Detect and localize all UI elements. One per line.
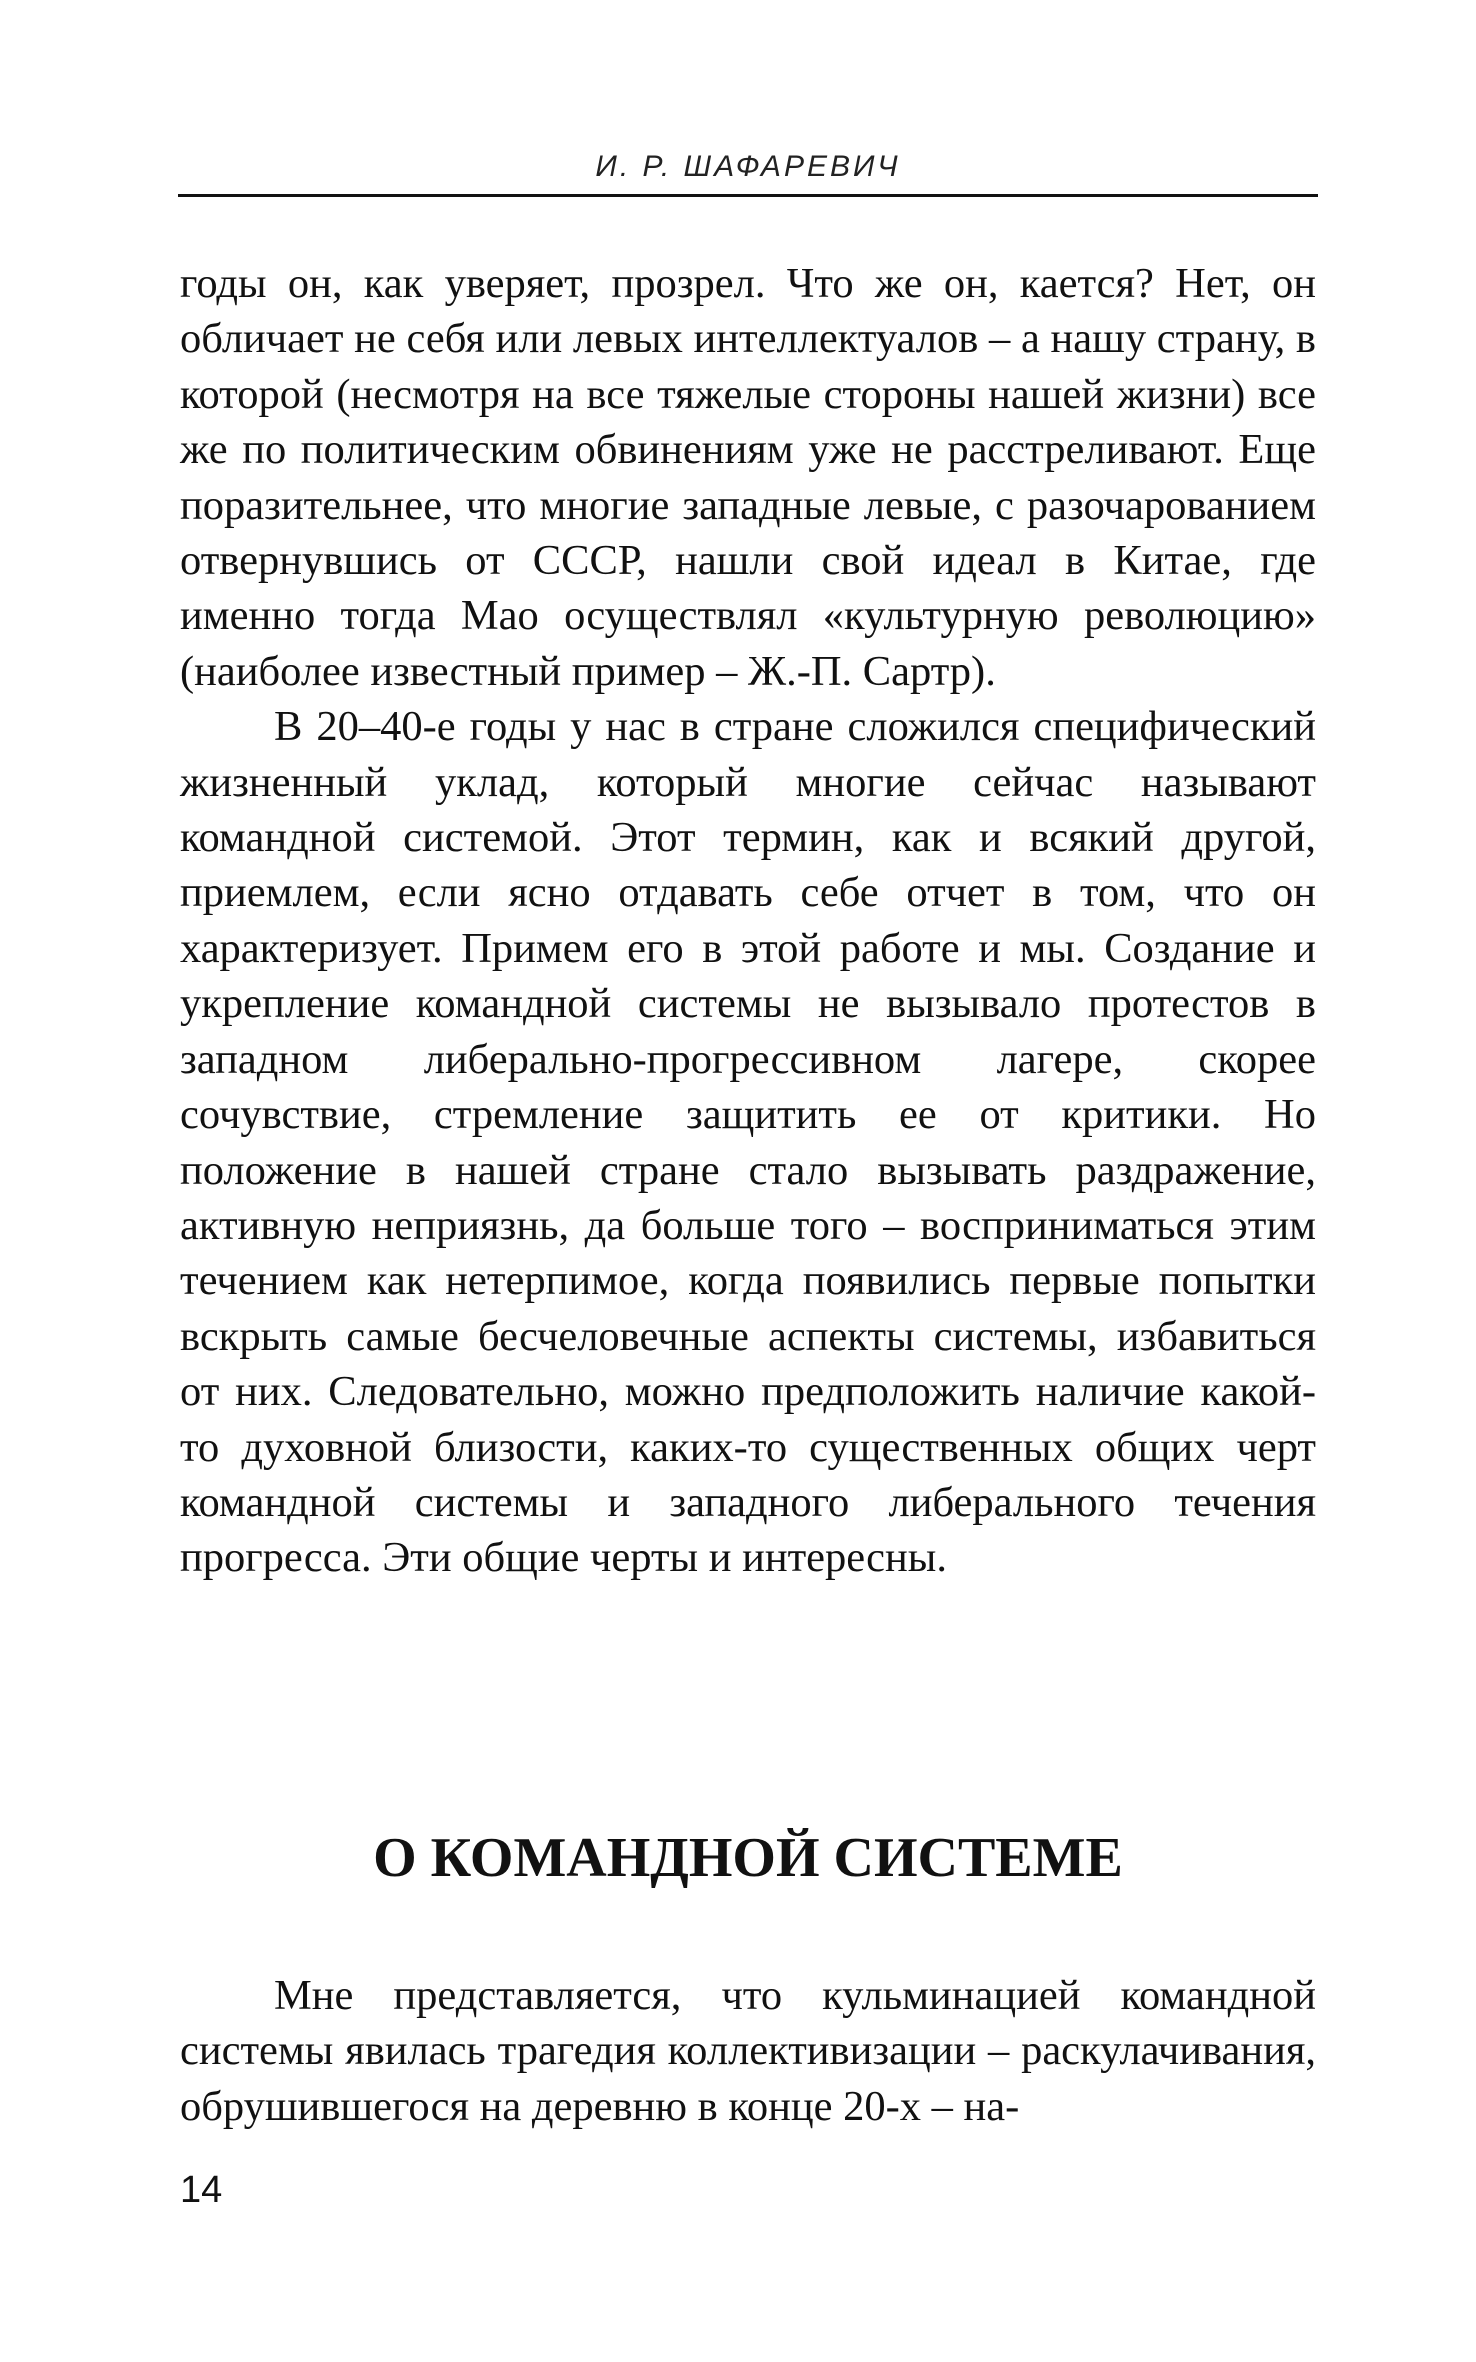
paragraph: Мне представляется, что кульминацией командной системы явилась трагедия коллективизации – раскулачивания, обрушившегося на деревню в конце 20-х – на- [180, 1972, 1316, 2130]
text-block-bottom [180, 1968, 1316, 2134]
header-rule [178, 194, 1318, 197]
paragraph: годы он, как уверяет, прозрел. Что же он, кается? Нет, он обличает не себя или левых интеллектуалов – а нашу страну, в которой (несмотря на все тяжелые стороны нашей жизни) все же по политическим обвинениям уже не расстреливают. Еще поразительнее, что многие западные левые, с разочарованием отвернувшись от СССР, нашли свой идеал в Китае, где именно тогда Мао осуществлял «культурную революцию» (наиболее известный пример – Ж.-П. Сартр). [180, 260, 1316, 695]
text-block-top [180, 256, 1316, 1586]
running-head: И. Р. ШАФАРЕВИЧ [595, 150, 901, 183]
paragraph: В 20–40-е годы у нас в стране сложился специфический жизненный уклад, который многие сейчас называют командной системой. Этот термин, как и всякий другой, приемлем, если ясно отдавать себе отчет в том, что он характеризует. Примем его в этой работе и мы. Создание и укрепление командной системы не вызывало протестов в западном либерально-прогрессивном лагере, скорее сочувствие, стремление защитить ее от критики. Но положение в нашей стране стало вызывать раздражение, активную неприязнь, да больше того – восприниматься этим течением как нетерпимое, когда появились первые попытки вскрыть самые бесчеловечные аспекты системы, избавиться от них. Следовательно, можно предположить наличие какой-то духовной близости, каких-то существенных общих черт командной системы и западного либерального течения прогресса. Эти общие черты и интересны. [180, 703, 1316, 1582]
page-number: 14 [180, 2169, 223, 2211]
section-title: О КОМАНДНОЙ СИСТЕМЕ [373, 1827, 1123, 1889]
